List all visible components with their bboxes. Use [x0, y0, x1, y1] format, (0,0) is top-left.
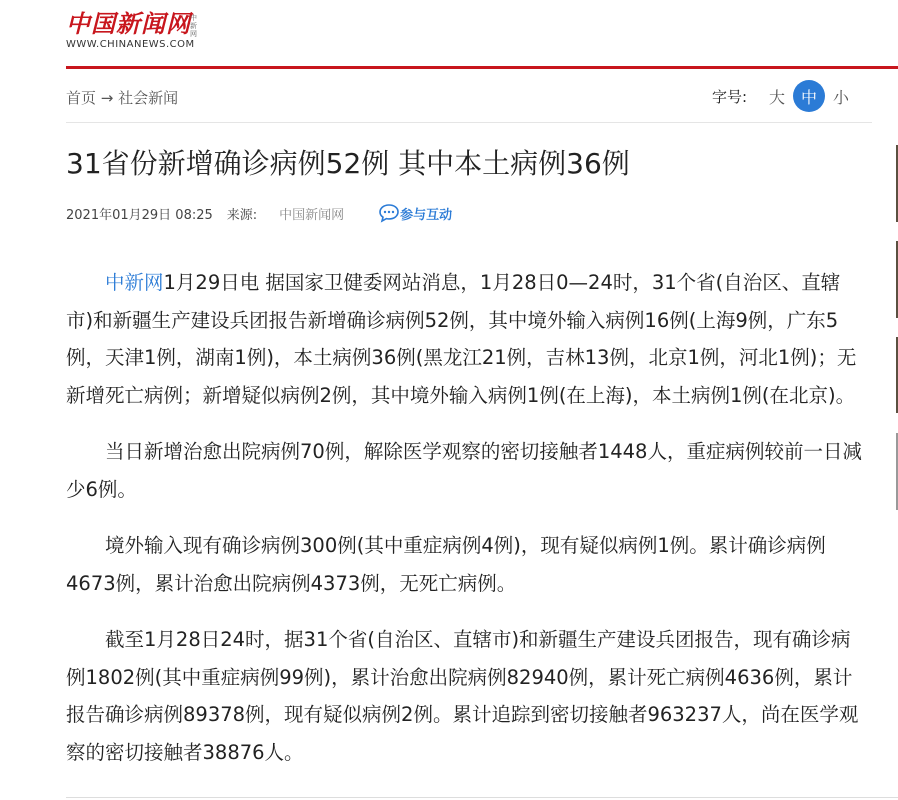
chat-bubble-icon [378, 203, 400, 223]
article-body [66, 264, 866, 790]
font-size-label: 字号: [712, 87, 748, 106]
logo-small-text: 中新网 [190, 14, 197, 38]
article-paragraph: 境外输入现有确诊病例300例(其中重症病例4例)，现有疑似病例1例。累计确诊病例4673例，累计治愈出院病例4373例，无死亡病例。 [66, 534, 826, 595]
source-link[interactable]: 中新网 [105, 271, 164, 294]
article-paragraph: 当日新增治愈出院病例70例，解除医学观察的密切接触者1448人，重症病例较前一日减少6例。 [66, 440, 862, 501]
article-title: 31省份新增确诊病例52例 其中本土病例36例 [66, 147, 630, 180]
font-size-large-button[interactable]: 大 [769, 87, 786, 107]
header-divider [66, 66, 898, 69]
breadcrumb [66, 87, 178, 108]
font-size-small-button[interactable]: 小 [833, 87, 850, 107]
logo-text: 中国新闻网 [66, 9, 191, 38]
breadcrumb-separator: → [100, 89, 114, 107]
font-size-control [712, 80, 857, 112]
interact-label: 参与互动 [400, 207, 453, 223]
chinanews-logo[interactable] [66, 10, 195, 50]
article-meta [66, 203, 452, 223]
article-datetime: 2021年01月29日 08:25 [66, 207, 213, 223]
divider [66, 797, 898, 798]
font-size-medium-button[interactable]: 中 [793, 80, 825, 112]
interact-button[interactable] [378, 203, 452, 223]
article-paragraph: 截至1月28日24时，据31个省(自治区、直辖市)和新疆生产建设兵团报告，现有确诊病例1802例(其中重症病例99例)，累计治愈出院病例82940例，累计死亡病例4636例，累计报告确诊病例89378例，现有疑似病例2例。累计追踪到密切接触者963237人，尚在医学观察的密切接触者38876人。 [66, 628, 859, 764]
source-label: 来源: [226, 207, 258, 223]
breadcrumb-home[interactable]: 首页 [66, 89, 97, 107]
article-source: 中国新闻网 [279, 207, 345, 223]
divider [66, 122, 872, 123]
breadcrumb-section[interactable]: 社会新闻 [118, 89, 179, 107]
article-paragraph [66, 264, 866, 414]
paragraph-text: 1月29日电 据国家卫健委网站消息，1月28日0—24时，31个省(自治区、直辖市)和新疆生产建设兵团报告新增确诊病例52例，其中境外输入病例16例(上海9例，广东5例，天津1例，湖南1例)，本土病例36例(黑龙江21例，吉林13例，北京1例，河北1例)；无新增死亡病例；新增疑似病例2例，其中境外输入病例1例(在上海)，本土病例1例(在北京)。 [66, 271, 857, 407]
logo-url: WWW.CHINANEWS.COM [66, 39, 195, 50]
